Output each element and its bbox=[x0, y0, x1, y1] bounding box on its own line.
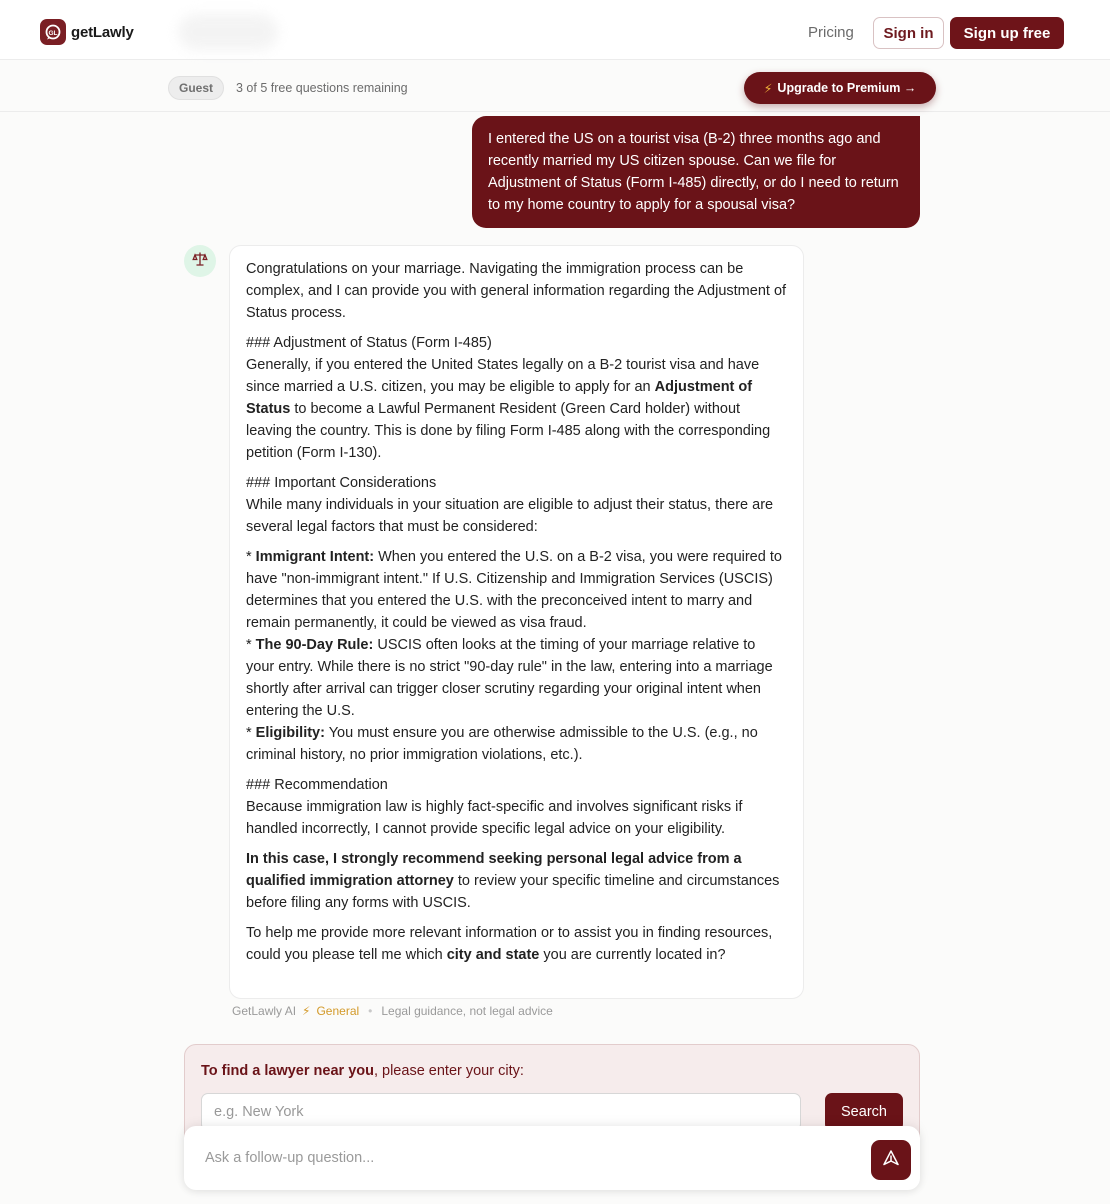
text-span: To help me provide more relevant information or to assist you in finding resources, could you please tell me which bbox=[246, 925, 773, 963]
blurred-decoration bbox=[178, 14, 278, 50]
bullet-text: You must ensure you are otherwise admissible to the U.S. (e.g., no criminal history, no prior immigration violations, etc.). bbox=[246, 725, 758, 763]
signin-button[interactable]: Sign in bbox=[873, 17, 944, 49]
text-span: to review your specific timeline and circumstances before filing any forms with USCIS. bbox=[246, 873, 780, 911]
bullet-text: When you entered the U.S. on a B-2 visa, you were required to have "non-immigrant intent." If U.S. Citizenship and Immigration Services (USCIS) determines that you entered the U.S. with the preconceived intent to marry and remain permanently, it could be viewed as visa fraud. bbox=[246, 549, 782, 631]
bullet-title: The 90-Day Rule: bbox=[255, 637, 374, 653]
followup-input[interactable]: Ask a follow-up question... bbox=[205, 1150, 375, 1166]
message-meta bbox=[232, 1004, 553, 1018]
finder-title-rest: , please enter your city: bbox=[373, 1063, 524, 1079]
section-heading: ### Adjustment of Status (Form I-485) bbox=[246, 335, 492, 351]
assistant-bullet-list bbox=[246, 546, 787, 766]
section-heading: ### Important Considerations bbox=[246, 475, 437, 491]
meta-category: General bbox=[316, 1004, 360, 1018]
upgrade-label: Upgrade to Premium → bbox=[777, 81, 917, 95]
bullet-marker: * bbox=[246, 725, 256, 741]
svg-text:GL: GL bbox=[48, 30, 58, 37]
text-span: Generally, if you entered the United States legally on a B-2 tourist visa and have since married a U.S. citizen, you may be eligible to apply for an bbox=[246, 357, 760, 395]
top-navbar bbox=[0, 0, 1110, 60]
brand-logo[interactable] bbox=[40, 19, 134, 45]
scales-icon bbox=[192, 251, 208, 272]
guest-badge: Guest bbox=[168, 76, 224, 100]
search-button[interactable]: Search bbox=[825, 1093, 903, 1131]
send-button[interactable] bbox=[871, 1140, 911, 1180]
lightning-icon: ⚡ bbox=[763, 81, 773, 96]
assistant-paragraph bbox=[246, 922, 787, 966]
assistant-message-bubble bbox=[229, 245, 804, 999]
questions-remaining: 3 of 5 free questions remaining bbox=[236, 81, 408, 95]
assistant-paragraph bbox=[246, 848, 787, 914]
bullet-title: Immigrant Intent: bbox=[255, 549, 375, 565]
upgrade-premium-button[interactable] bbox=[744, 72, 936, 104]
nav-pricing-link[interactable]: Pricing bbox=[808, 24, 854, 41]
assistant-section bbox=[246, 472, 787, 538]
city-input[interactable]: e.g. New York bbox=[201, 1093, 801, 1131]
lightning-icon: ⚡ bbox=[302, 1004, 311, 1018]
assistant-paragraph: Congratulations on your marriage. Navigating the immigration process can be complex, and I can provide you with general information regarding the Adjustment of Status process. bbox=[246, 261, 787, 321]
bullet-text: USCIS often looks at the timing of your marriage relative to your entry. While there is no strict "90-day rule" in the law, entering into a marriage shortly after arrival can trigger closer scrutiny regarding your original intent when entering the U.S. bbox=[246, 637, 773, 719]
assistant-section bbox=[246, 774, 787, 840]
send-icon bbox=[882, 1149, 900, 1172]
chat-bubble-logo-icon bbox=[40, 19, 66, 45]
text-span: you are currently located in? bbox=[539, 947, 726, 963]
meta-separator: • bbox=[368, 1004, 373, 1018]
bullet-title: Eligibility: bbox=[255, 725, 325, 741]
followup-composer bbox=[184, 1126, 920, 1190]
assistant-section bbox=[246, 332, 787, 464]
bold-text: In this case, I strongly recommend seeking personal legal advice from a qualified immigration attorney bbox=[246, 851, 742, 889]
signup-button[interactable]: Sign up free bbox=[950, 17, 1064, 49]
bullet-marker: * bbox=[246, 637, 256, 653]
bullet-marker: * bbox=[246, 549, 256, 565]
finder-title-bold: To find a lawyer near you bbox=[201, 1063, 374, 1079]
user-message-bubble: I entered the US on a tourist visa (B-2) three months ago and recently married my US citizen spouse. Can we file for Adjustment of Status (Form I-485) directly, or do I need to return to my home country to apply for a spousal visa? bbox=[472, 116, 920, 228]
brand-name: getLawly bbox=[71, 23, 134, 41]
usage-bar bbox=[0, 60, 1110, 112]
bold-text: city and state bbox=[446, 947, 540, 963]
text-span: to become a Lawful Permanent Resident (Green Card holder) without leaving the country. This is done by filing Form I-485 along with the corresponding petition (Form I-130). bbox=[246, 401, 771, 461]
text-span: Because immigration law is highly fact-specific and involves significant risks if handled incorrectly, I cannot provide specific legal advice on your eligibility. bbox=[246, 799, 743, 837]
finder-title bbox=[201, 1063, 903, 1079]
meta-disclaimer: Legal guidance, not legal advice bbox=[381, 1004, 553, 1018]
section-heading: ### Recommendation bbox=[246, 777, 388, 793]
text-span: While many individuals in your situation are eligible to adjust their status, there are several legal factors that must be considered: bbox=[246, 497, 774, 535]
meta-source: GetLawly AI bbox=[232, 1004, 297, 1018]
assistant-avatar bbox=[184, 245, 216, 277]
bold-text: Adjustment of Status bbox=[246, 379, 753, 417]
